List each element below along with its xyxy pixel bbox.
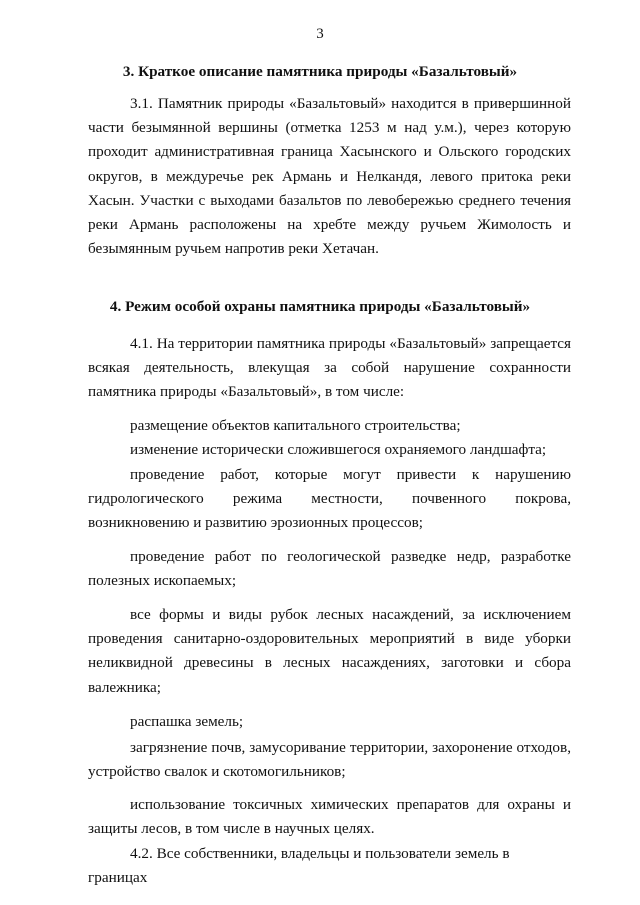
list-item-7: загрязнение почв, замусоривание территории, захоронение отходов, устройство свалок и скотомогильников; bbox=[88, 739, 571, 781]
list-item-6: распашка земель; bbox=[130, 713, 244, 730]
list-item-5: все формы и виды рубок лесных насаждений, за исключением проведения санитарно-оздоровительных мероприятий в виде уборки неликвидной древесины в лесных насаждениях, заготовки и сбора валежника; bbox=[88, 606, 571, 696]
list-item-1: размещение объектов капитального строительства; bbox=[130, 417, 461, 434]
section-4-2-paragraph: 4.2. Все собственники, владельцы и пользователи земель в границах bbox=[88, 845, 510, 887]
list-item-3: проведение работ, которые могут привести к нарушению гидрологического режима местности, почвенного покрова, возникновению и развитию эрозионных процессов; bbox=[88, 466, 571, 532]
page-number: 3 bbox=[316, 26, 324, 42]
section-3-paragraph: 3.1. Памятник природы «Базальтовый» находится в привершинной части безымянной вершины (отметка 1253 м над у.м.), через которую проходит административная граница Хасынского и Ольского городских округов, в междуречье рек Армань и Нелкандя, левого притока реки Хасын. Участки с выходами базальтов по левобережью среднего течения реки Армань расположены на хребте между ручьем Жимолость и безымянным ручьем напротив реки Хетачан. bbox=[88, 95, 571, 258]
list-item-4: проведение работ по геологической разведке недр, разработке полезных ископаемых; bbox=[88, 548, 571, 590]
section-4-heading: 4. Режим особой охраны памятника природы «Базальтовый» bbox=[109, 298, 531, 315]
section-4-intro: 4.1. На территории памятника природы «Базальтовый» запрещается всякая деятельность, влекущая за собой нарушение сохранности памятника природы «Базальтовый», в том числе: bbox=[88, 335, 571, 401]
section-3-heading: 3. Краткое описание памятника природы «Базальтовый» bbox=[122, 63, 518, 80]
list-item-8: использование токсичных химических препаратов для охраны и защиты лесов, в том числе в научных целях. bbox=[88, 796, 571, 838]
list-item-2: изменение исторически сложившегося охраняемого ландшафта; bbox=[130, 441, 547, 458]
